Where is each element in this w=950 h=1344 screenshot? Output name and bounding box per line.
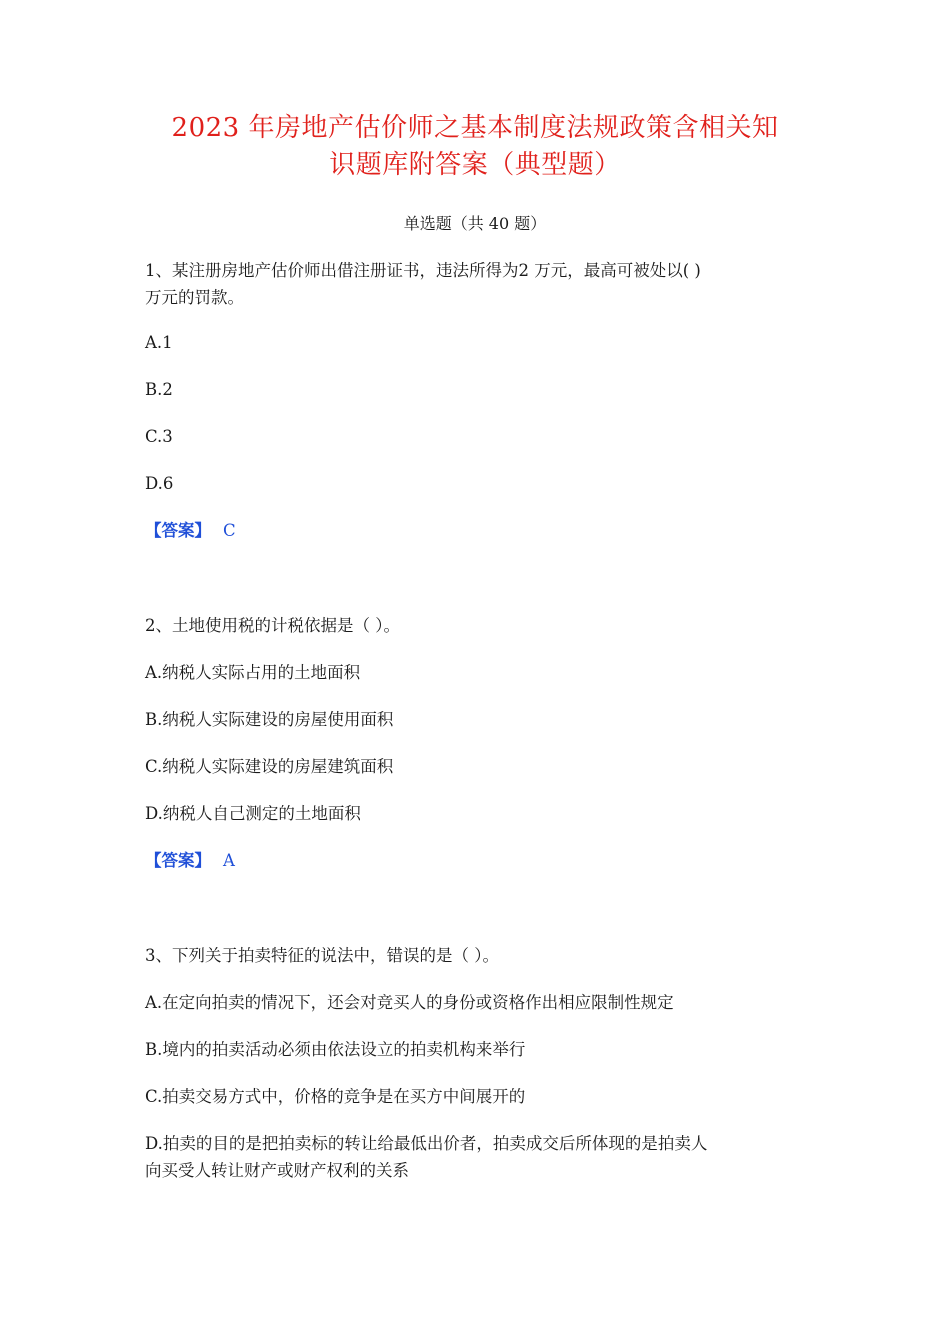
question-2-stem: 2、土地使用税的计税依据是（ ）。: [145, 616, 400, 635]
section-heading: 单选题（共 40 题）: [403, 214, 547, 233]
question-2-option-d: D.纳税人自己测定的土地面积: [145, 804, 361, 823]
question-1-option-a: A.1: [145, 333, 173, 352]
question-3-option-b: B.境内的拍卖活动必须由依法设立的拍卖机构来举行: [145, 1040, 526, 1059]
answer-value: C: [223, 521, 236, 540]
question-3-option-d-line-1: D.拍卖的目的是把拍卖标的转让给最低出价者，拍卖成交后所体现的是拍卖人: [145, 1134, 708, 1153]
question-2-option-b: B.纳税人实际建设的房屋使用面积: [145, 710, 394, 729]
question-3-option-a: A.在定向拍卖的情况下，还会对竞买人的身份或资格作出相应限制性规定: [145, 993, 674, 1012]
question-1-option-d: D.6: [145, 474, 174, 493]
question-2-answer: [145, 849, 825, 873]
answer-value: A: [223, 851, 235, 870]
document-title-line-2: 识题库附答案（典型题）: [329, 150, 621, 180]
question-3-option-d-line-2: 向买受人转让财产或财产权利的关系: [145, 1161, 409, 1180]
question-3-option-c: C.拍卖交易方式中，价格的竞争是在买方中间展开的: [145, 1087, 526, 1106]
question-1-stem-line-2: 万元的罚款。: [145, 288, 244, 307]
question-1-option-b: B.2: [145, 380, 173, 399]
answer-label: 【答案】: [145, 521, 211, 540]
question-2-option-c: C.纳税人实际建设的房屋建筑面积: [145, 757, 394, 776]
answer-label: 【答案】: [145, 851, 211, 870]
question-1-answer: [145, 519, 825, 543]
question-2-option-a: A.纳税人实际占用的土地面积: [145, 663, 361, 682]
question-1-option-c: C.3: [145, 427, 173, 446]
question-3-stem: 3、下列关于拍卖特征的说法中，错误的是（ ）。: [145, 946, 499, 965]
question-1-stem-line-1: 1、某注册房地产估价师出借注册证书，违法所得为2 万元，最高可被处以( ): [145, 261, 701, 280]
document-title-line-1: 2023 年房地产估价师之基本制度法规政策含相关知: [171, 113, 779, 143]
